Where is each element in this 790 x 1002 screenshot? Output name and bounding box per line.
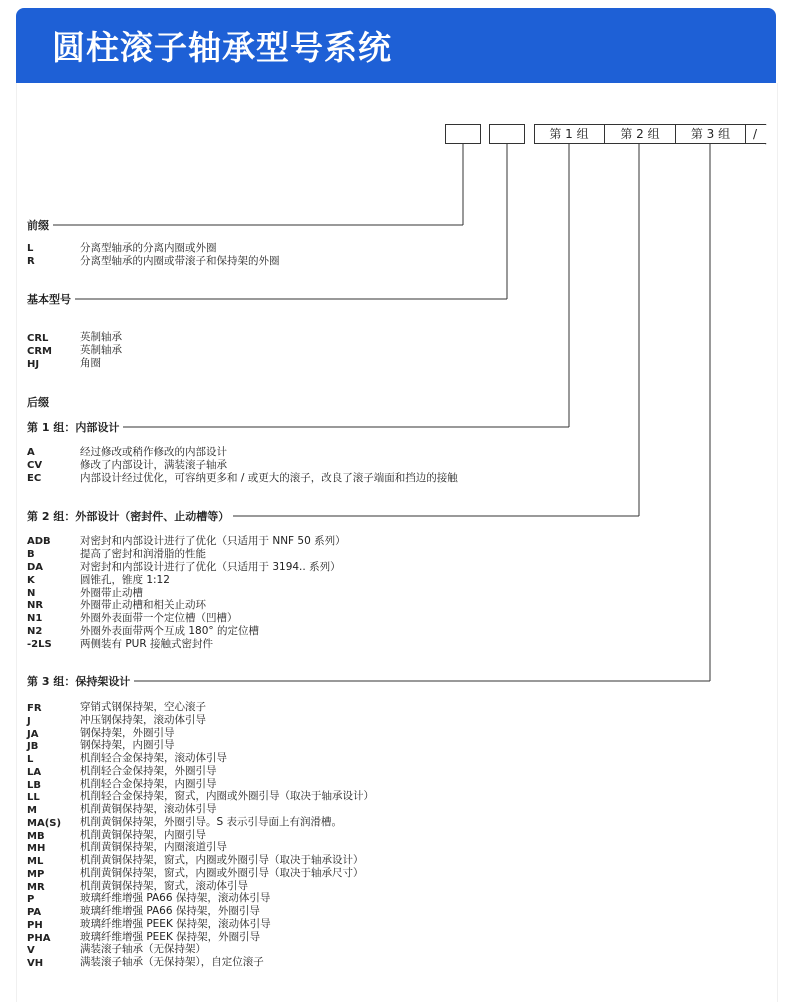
list-item-code: M <box>27 805 37 816</box>
list-item-desc: 外圈带止动槽 <box>80 587 143 599</box>
list-item-desc: 钢保持架，外圈引导 <box>80 727 175 739</box>
list-item-code: K <box>27 575 35 586</box>
group3-box-label: 第 3 组 <box>690 127 731 141</box>
page-title: 圆柱滚子轴承型号系统 <box>52 28 392 67</box>
list-item-code: CRM <box>27 346 52 357</box>
list-item-code: A <box>27 447 35 458</box>
list-item-desc: 修改了内部设计，满装滚子轴承 <box>80 459 227 471</box>
list-item-code: L <box>27 243 34 254</box>
list-item-code: N1 <box>27 613 43 624</box>
list-item-desc: 外圈外表面带两个互成 180° 的定位槽 <box>80 625 259 637</box>
list-item-desc: 机削轻合金保持架，窗式，内圈或外圈引导（取决于轴承设计） <box>80 790 374 802</box>
list-item-desc: 对密封和内部设计进行了优化（只适用于 NNF 50 系列） <box>80 535 346 547</box>
list-item-code: N <box>27 588 36 599</box>
prefix-heading: 前缀 <box>27 217 53 233</box>
list-item-desc: 满装滚子轴承（无保持架） <box>80 943 206 955</box>
list-item-code: MA(S) <box>27 818 62 829</box>
list-item-code: V <box>27 945 35 956</box>
group1-box-label: 第 1 组 <box>549 127 589 141</box>
list-item-code: ADB <box>27 536 51 547</box>
list-item-code: MH <box>27 843 46 854</box>
list-item-code: MR <box>27 882 45 893</box>
list-item-code: LL <box>27 792 40 803</box>
list-item-code: -2LS <box>27 639 52 650</box>
list-item-desc: 玻璃纤维增强 PA66 保持架，外圈引导 <box>80 905 260 917</box>
list-item-desc: 对密封和内部设计进行了优化（只适用于 3194.. 系列） <box>80 561 341 573</box>
list-item-desc: 外圈带止动槽和相关止动环 <box>80 599 206 611</box>
list-item-desc: 玻璃纤维增强 PEEK 保持架，外圈引导 <box>80 931 261 943</box>
list-item-desc: 角圈 <box>80 357 101 369</box>
list-item-desc: 两侧装有 PUR 接触式密封件 <box>80 638 213 650</box>
list-item-desc: 冲压钢保持架，滚动体引导 <box>80 714 206 726</box>
group2-box-label: 第 2 组 <box>620 127 660 141</box>
list-item-desc: 英制轴承 <box>80 344 122 356</box>
group2-heading: 第 2 组：外部设计（密封件、止动槽等） <box>27 508 233 524</box>
list-item-code: CV <box>27 460 43 471</box>
list-item-desc: 机削黄铜保持架，滚动体引导 <box>80 803 217 815</box>
list-item-code: JB <box>27 741 39 752</box>
list-item-code: FR <box>27 703 42 714</box>
list-item-code: PA <box>27 907 42 918</box>
group3-heading: 第 3 组：保持架设计 <box>27 673 134 689</box>
list-item-desc: 机削黄铜保持架，窗式，滚动体引导 <box>80 880 248 892</box>
list-item-desc: 机削黄铜保持架，窗式，内圈或外圈引导（取决于轴承尺寸） <box>80 867 364 879</box>
list-item-code: MB <box>27 831 45 842</box>
list-item-code: CRL <box>27 333 49 344</box>
list-item-desc: 机削黄铜保持架，窗式，内圈或外圈引导（取决于轴承设计） <box>80 854 364 866</box>
list-item-desc: 圆锥孔，锥度 1:12 <box>80 574 170 586</box>
list-item-code: NR <box>27 600 44 611</box>
list-item-desc: 机削黄铜保持架，外圈引导。S 表示引导面上有润滑槽。 <box>80 816 343 828</box>
list-item-code: PHA <box>27 933 51 944</box>
list-item-desc: 提高了密封和润滑脂的性能 <box>80 548 206 560</box>
list-item-code: MP <box>27 869 45 880</box>
list-item-code: ML <box>27 856 44 867</box>
list-item-code: HJ <box>27 359 40 370</box>
list-item-code: EC <box>27 473 42 484</box>
list-item-code: VH <box>27 958 44 969</box>
list-item-code: DA <box>27 562 44 573</box>
list-item-code: P <box>27 894 35 905</box>
list-item-code: J <box>27 716 31 727</box>
group1-heading: 第 1 组：内部设计 <box>27 419 123 435</box>
list-item-code: R <box>27 256 35 267</box>
list-item-desc: 穿销式钢保持架，空心滚子 <box>80 701 206 713</box>
list-item-code: LB <box>27 780 41 791</box>
list-item-code: L <box>27 754 34 765</box>
title-banner <box>16 8 776 83</box>
list-item-desc: 分离型轴承的内圈或带滚子和保持架的外圈 <box>80 255 280 267</box>
suffix-heading: 后缀 <box>27 394 53 410</box>
list-item-desc: 机削黄铜保持架，内圈滚道引导 <box>80 841 227 853</box>
list-item-desc: 英制轴承 <box>80 331 122 343</box>
list-item-desc: 内部设计经过优化，可容纳更多和 / 或更大的滚子，改良了滚子端面和挡边的接触 <box>80 472 458 484</box>
basic-designation-heading: 基本型号 <box>27 291 75 307</box>
list-item-desc: 满装滚子轴承（无保持架），自定位滚子 <box>80 956 264 968</box>
slash-box-label: / <box>752 127 758 141</box>
list-item-code: PH <box>27 920 43 931</box>
list-item-desc: 玻璃纤维增强 PEEK 保持架，滚动体引导 <box>80 918 271 930</box>
list-item-code: B <box>27 549 35 560</box>
list-item-desc: 经过修改或稍作修改的内部设计 <box>80 446 227 458</box>
list-item-code: LA <box>27 767 42 778</box>
list-item-desc: 外圈外表面带一个定位槽（凹槽） <box>80 612 238 624</box>
prefix-box <box>445 124 481 144</box>
list-item-desc: 机削黄铜保持架，内圈引导 <box>80 829 206 841</box>
list-item-desc: 机削轻合金保持架，外圈引导 <box>80 765 217 777</box>
list-item-code: N2 <box>27 626 43 637</box>
list-item-desc: 机削轻合金保持架，内圈引导 <box>80 778 217 790</box>
list-item-code: JA <box>27 729 39 740</box>
list-item-desc: 分离型轴承的分离内圈或外圈 <box>80 242 217 254</box>
list-item-desc: 钢保持架，内圈引导 <box>80 739 175 751</box>
basic-designation-box <box>489 124 525 144</box>
list-item-desc: 机削轻合金保持架，滚动体引导 <box>80 752 227 764</box>
list-item-desc: 玻璃纤维增强 PA66 保持架，滚动体引导 <box>80 892 271 904</box>
